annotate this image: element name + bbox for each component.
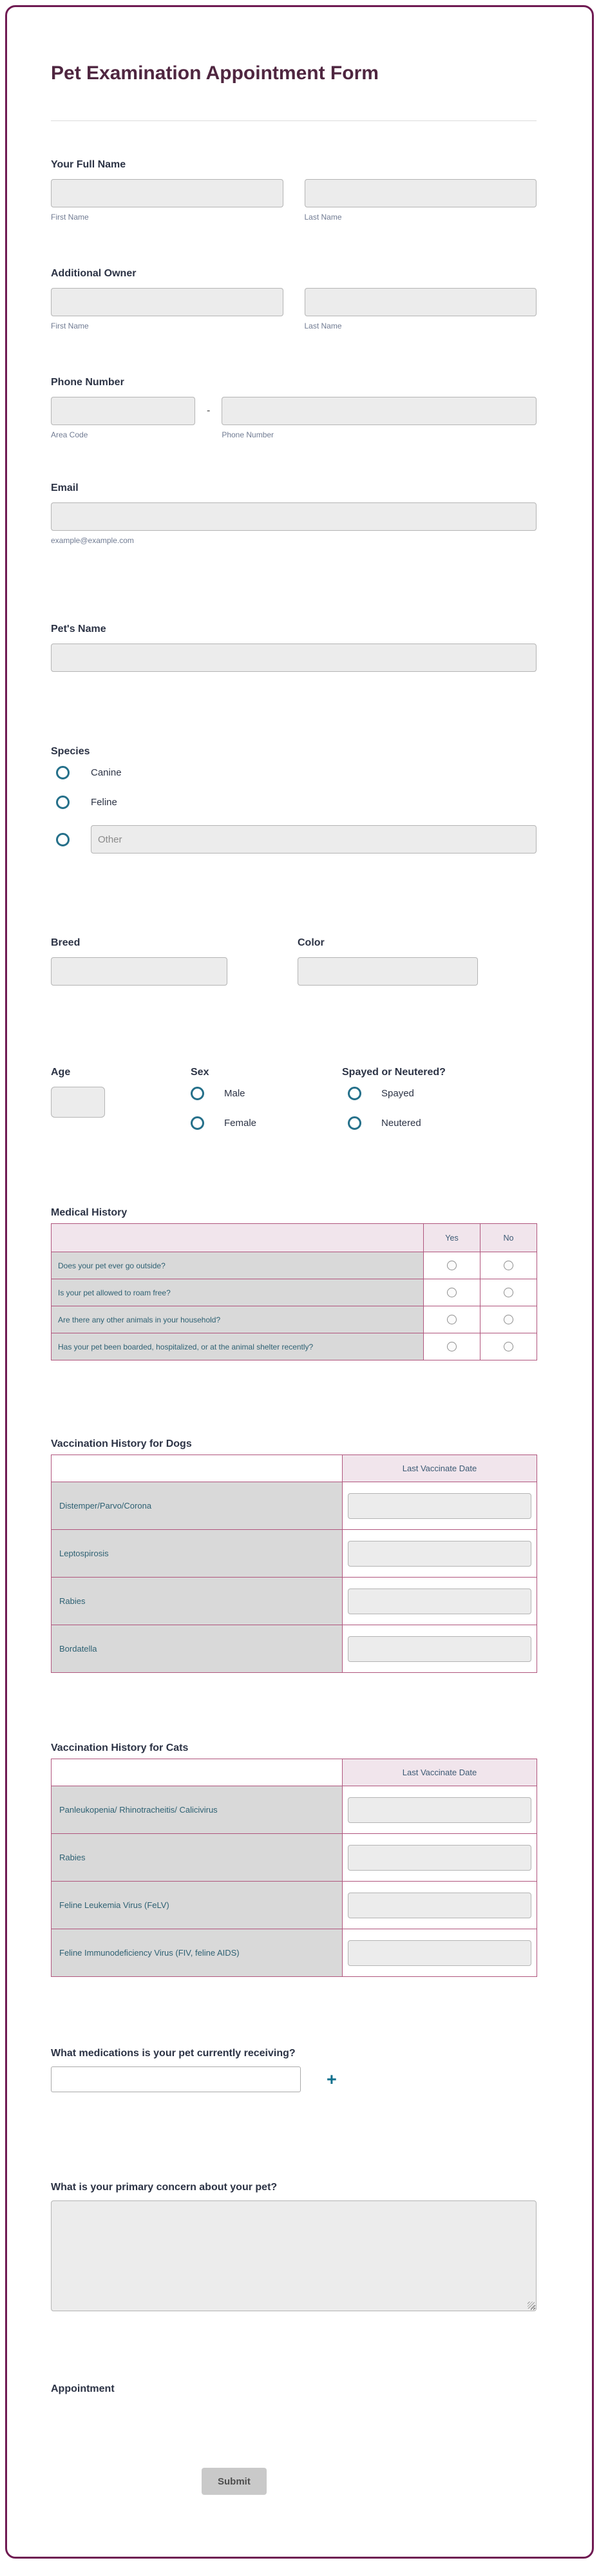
concern-textarea[interactable] (51, 2200, 537, 2311)
field-age-sex-spayed (51, 1066, 537, 1146)
cat-vaccine-date-input[interactable] (348, 1797, 531, 1823)
field-age (51, 1066, 191, 1146)
field-concern (51, 2181, 537, 2311)
add-medication-icon[interactable]: + (327, 2070, 337, 2089)
medical-no-radio[interactable] (504, 1261, 513, 1270)
dog-vaccine-date-input[interactable] (348, 1589, 531, 1614)
field-color (298, 937, 478, 986)
radio-icon (191, 1087, 204, 1100)
dog-vaccine-name: Distemper/Parvo/Corona (52, 1482, 343, 1530)
concern-label: What is your primary concern about your pet? (51, 2182, 278, 2193)
last-name-sublabel: Last Name (304, 213, 342, 222)
medical-answer-cell (424, 1333, 480, 1360)
table-row (52, 1279, 537, 1306)
last-name-input[interactable] (305, 179, 537, 207)
radio-icon (348, 1087, 361, 1100)
dog-vaccines-table (51, 1455, 537, 1673)
concern-textarea-wrap (51, 2200, 537, 2311)
additional-last-name-input[interactable] (305, 288, 537, 316)
age-input[interactable] (51, 1087, 105, 1118)
area-code-col (51, 397, 195, 440)
last-name-col (305, 179, 537, 222)
pet-name-input[interactable] (51, 644, 537, 672)
email-sublabel: example@example.com (51, 536, 134, 545)
spayed-option-neutered[interactable] (348, 1116, 537, 1130)
breed-label: Breed (51, 937, 81, 948)
species-option-label: Feline (91, 797, 117, 808)
additional-owner-row (51, 288, 537, 331)
full-name-row (51, 179, 537, 222)
field-appointment (51, 2383, 537, 2396)
cat-vaccine-date-input[interactable] (348, 1845, 531, 1871)
medical-yes-radio[interactable] (447, 1261, 457, 1270)
medications-label: What medications is your pet currently receiving? (51, 2048, 296, 2059)
spayed-neutered-label: Spayed or Neutered? (342, 1067, 446, 1078)
species-option-canine[interactable] (56, 766, 537, 779)
form-card (5, 5, 594, 2559)
table-row (52, 1834, 537, 1882)
cat-vaccines-table (51, 1759, 537, 1977)
medical-answer-cell (480, 1279, 537, 1306)
field-full-name (51, 158, 537, 222)
medical-yes-header: Yes (424, 1224, 480, 1252)
field-phone (51, 376, 537, 440)
phone-row (51, 397, 537, 440)
medical-no-radio[interactable] (504, 1342, 513, 1351)
table-row (52, 1252, 537, 1279)
field-additional-owner (51, 267, 537, 331)
additional-first-name-col (51, 288, 283, 331)
sex-option-female[interactable] (191, 1116, 342, 1130)
cat-vaccine-name: Panleukopenia/ Rhinotracheitis/ Calicivirus (52, 1786, 343, 1834)
phone-number-col (222, 397, 537, 440)
medical-question: Does your pet ever go outside? (52, 1252, 424, 1279)
phone-label: Phone Number (51, 377, 124, 388)
additional-first-name-input[interactable] (51, 288, 283, 316)
additional-owner-label: Additional Owner (51, 268, 137, 279)
radio-icon (56, 766, 70, 779)
dog-vaccine-name: Leptospirosis (52, 1530, 343, 1578)
cat-vaccine-name: Feline Leukemia Virus (FeLV) (52, 1882, 343, 1929)
table-row (52, 1530, 537, 1578)
dog-vaccine-name: Rabies (52, 1578, 343, 1625)
medical-answer-cell (480, 1252, 537, 1279)
medical-no-header: No (480, 1224, 537, 1252)
medical-yes-radio[interactable] (447, 1315, 457, 1324)
cat-vaccines-blank-header (52, 1759, 343, 1786)
dog-vaccine-date-cell (343, 1482, 537, 1530)
phone-separator: - (207, 405, 211, 416)
first-name-input[interactable] (51, 179, 283, 207)
medical-blank-header (52, 1224, 424, 1252)
field-species (51, 745, 537, 854)
field-email (51, 482, 537, 546)
dog-vaccine-date-input[interactable] (348, 1636, 531, 1662)
form-content (7, 7, 537, 2557)
radio-icon[interactable] (56, 833, 70, 846)
cat-vaccines-date-header: Last Vaccinate Date (343, 1759, 537, 1786)
additional-last-name-sublabel: Last Name (304, 321, 342, 330)
cat-vaccine-name: Rabies (52, 1834, 343, 1882)
medications-row (51, 2066, 537, 2092)
full-name-label: Your Full Name (51, 159, 126, 170)
cat-vaccines-header-row (52, 1759, 537, 1786)
phone-number-sublabel: Phone Number (222, 430, 274, 439)
cat-vaccine-name: Feline Immunodeficiency Virus (FIV, feline AIDS) (52, 1929, 343, 1977)
medical-no-radio[interactable] (504, 1315, 513, 1324)
cat-vaccines-label: Vaccination History for Cats (51, 1742, 189, 1753)
pet-name-label: Pet's Name (51, 624, 106, 634)
sex-option-label: Female (224, 1118, 257, 1129)
table-row (52, 1333, 537, 1360)
species-other-input[interactable] (91, 825, 537, 854)
medical-answer-cell (424, 1306, 480, 1333)
field-medical-history (51, 1207, 537, 1360)
field-breed (51, 937, 227, 986)
table-row (52, 1786, 537, 1834)
radio-icon (56, 796, 70, 809)
cat-vaccine-date-cell (343, 1834, 537, 1882)
medical-yes-radio[interactable] (447, 1342, 457, 1351)
cat-vaccine-date-cell (343, 1882, 537, 1929)
field-cat-vaccines (51, 1742, 537, 1977)
dog-vaccines-date-header: Last Vaccinate Date (343, 1455, 537, 1482)
sex-label: Sex (191, 1067, 209, 1078)
medical-history-table (51, 1223, 537, 1360)
phone-number-input[interactable] (222, 397, 537, 425)
cat-vaccine-date-cell (343, 1929, 537, 1977)
medical-no-radio[interactable] (504, 1288, 513, 1297)
first-name-sublabel: First Name (51, 213, 89, 222)
field-pet-name (51, 623, 537, 672)
field-dog-vaccines (51, 1438, 537, 1673)
age-label: Age (51, 1067, 71, 1078)
medical-answer-cell (480, 1333, 537, 1360)
field-sex (191, 1066, 342, 1146)
form-title: Pet Examination Appointment Form (51, 62, 379, 84)
color-input[interactable] (298, 957, 478, 986)
color-label: Color (298, 937, 325, 948)
dog-vaccine-date-input[interactable] (348, 1541, 531, 1567)
area-code-sublabel: Area Code (51, 430, 88, 439)
additional-first-name-sublabel: First Name (51, 321, 89, 330)
medical-history-label: Medical History (51, 1207, 128, 1218)
species-label: Species (51, 746, 90, 757)
dog-vaccines-header-row (52, 1455, 537, 1482)
dog-vaccine-name: Bordatella (52, 1625, 343, 1673)
appointment-label: Appointment (51, 2383, 115, 2394)
submit-button[interactable]: Submit (202, 2468, 267, 2495)
dog-vaccine-date-cell (343, 1530, 537, 1578)
medical-yes-radio[interactable] (447, 1288, 457, 1297)
medical-question: Has your pet been boarded, hospitalized, or at the animal shelter recently? (52, 1333, 424, 1360)
cat-vaccine-date-input[interactable] (348, 1940, 531, 1966)
radio-icon (191, 1116, 204, 1130)
species-option-label: Canine (91, 767, 122, 778)
table-row (52, 1929, 537, 1977)
table-row (52, 1882, 537, 1929)
table-row (52, 1306, 537, 1333)
email-input[interactable] (51, 502, 537, 531)
medical-question: Are there any other animals in your household? (52, 1306, 424, 1333)
spayed-option-label: Neutered (381, 1118, 421, 1129)
medical-header-row (52, 1224, 537, 1252)
dog-vaccines-label: Vaccination History for Dogs (51, 1438, 192, 1449)
cat-vaccine-date-input[interactable] (348, 1893, 531, 1918)
first-name-col (51, 179, 283, 222)
dog-vaccines-blank-header (52, 1455, 343, 1482)
medical-answer-cell (424, 1279, 480, 1306)
sex-option-label: Male (224, 1088, 245, 1099)
species-option-other (56, 825, 537, 854)
email-label: Email (51, 482, 79, 493)
dog-vaccine-date-cell (343, 1625, 537, 1673)
area-code-input[interactable] (51, 397, 195, 425)
sex-option-male[interactable] (191, 1087, 342, 1100)
cat-vaccine-date-cell (343, 1786, 537, 1834)
breed-input[interactable] (51, 957, 227, 986)
field-breed-color (51, 937, 537, 986)
medical-answer-cell (480, 1306, 537, 1333)
radio-icon (348, 1116, 361, 1130)
medical-answer-cell (424, 1252, 480, 1279)
field-medications (51, 2047, 537, 2092)
medication-input[interactable] (51, 2066, 301, 2092)
field-spayed-neutered (342, 1066, 537, 1146)
spayed-option-spayed[interactable] (348, 1087, 537, 1100)
dog-vaccine-date-input[interactable] (348, 1493, 531, 1519)
table-row (52, 1578, 537, 1625)
table-row (52, 1482, 537, 1530)
additional-last-name-col (305, 288, 537, 331)
species-option-feline[interactable] (56, 796, 537, 809)
dog-vaccine-date-cell (343, 1578, 537, 1625)
table-row (52, 1625, 537, 1673)
medical-question: Is your pet allowed to roam free? (52, 1279, 424, 1306)
title-divider (51, 120, 537, 121)
spayed-option-label: Spayed (381, 1088, 414, 1099)
